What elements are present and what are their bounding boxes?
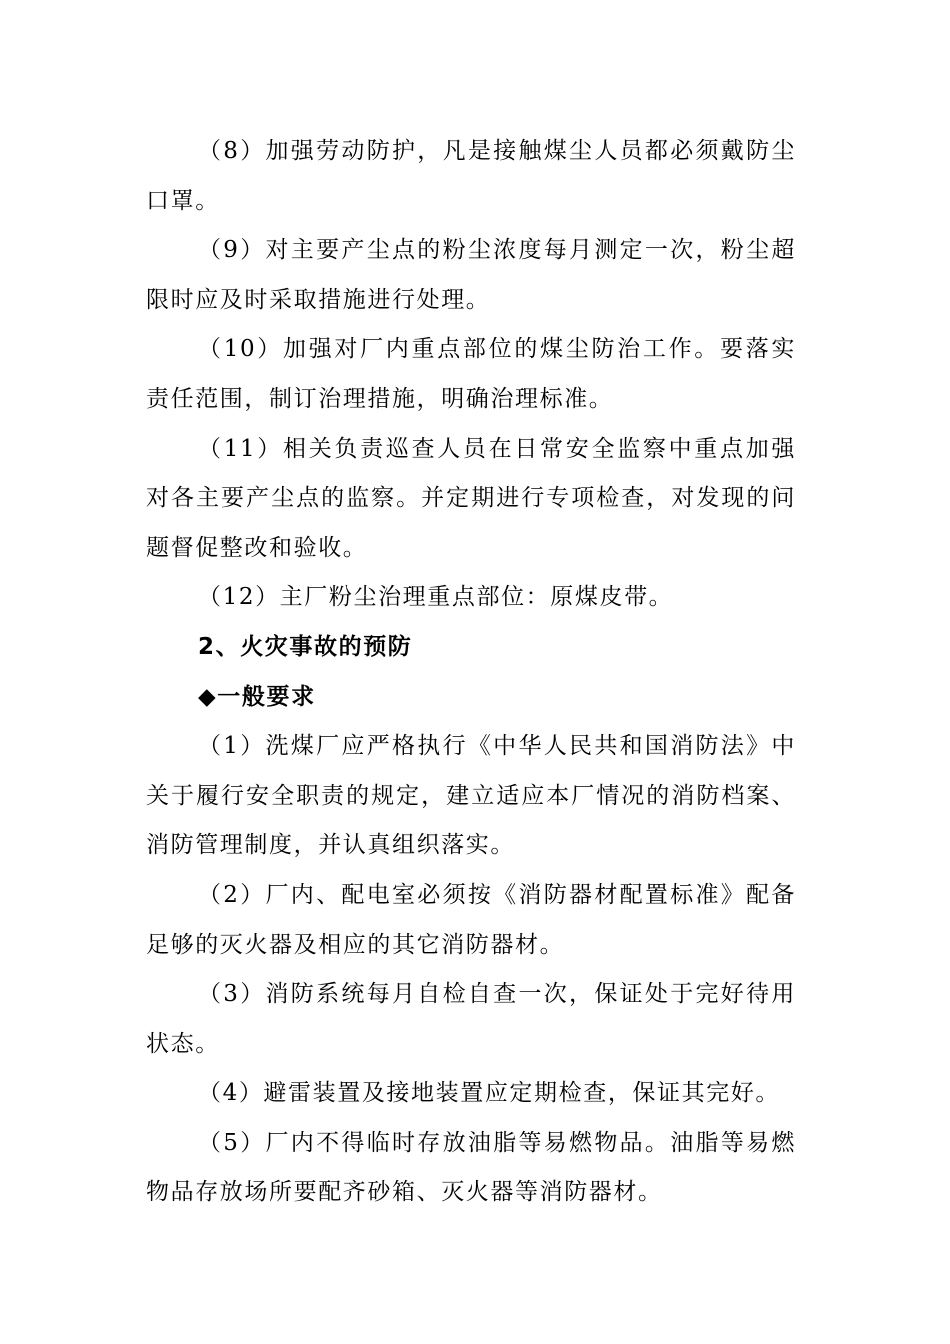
subheading (146, 673, 796, 723)
paragraph-item-12: （12）主厂粉尘治理重点部位：原煤皮带。 (198, 584, 674, 611)
paragraph-item-1: （1）洗煤厂应严格执行《中华人民共和国消防法》中关于履行安全职责的规定，建立适应本厂情况的消防档案、消防管理制度，并认真组织落实。 (146, 733, 796, 859)
subheading-text: 一般要求 (217, 683, 316, 710)
paragraph-item-9: （9）对主要产尘点的粉尘浓度每月测定一次，粉尘超限时应及时采取措施进行处理。 (146, 237, 796, 313)
document-body (146, 127, 796, 1218)
paragraph-item-5: （5）厂内不得临时存放油脂等易燃物品。油脂等易燃物品存放场所要配齐砂箱、灭火器等消防器材。 (146, 1129, 796, 1206)
paragraph-item-3: （3）消防系统每月自检自查一次，保证处于完好待用状态。 (146, 981, 796, 1057)
paragraph-item-11: （11）相关负责巡查人员在日常安全监察中重点加强对各主要产尘点的监察。并定期进行专项检查，对发现的问题督促整改和验收。 (146, 435, 796, 561)
section-heading: 2、火灾事故的预防 (198, 633, 413, 660)
paragraph-item-10: （10）加强对厂内重点部位的煤尘防治工作。要落实责任范围，制订治理措施，明确治理标准。 (146, 336, 796, 412)
diamond-bullet-icon: ◆ (198, 683, 218, 710)
paragraph-item-2: （2）厂内、配电室必须按《消防器材配置标准》配备足够的灭火器及相应的其它消防器材。 (146, 881, 796, 958)
paragraph-item-4: （4）避雷装置及接地装置应定期检查，保证其完好。 (198, 1080, 781, 1107)
paragraph-item-8: （8）加强劳动防护，凡是接触煤尘人员都必须戴防尘口罩。 (146, 138, 796, 214)
